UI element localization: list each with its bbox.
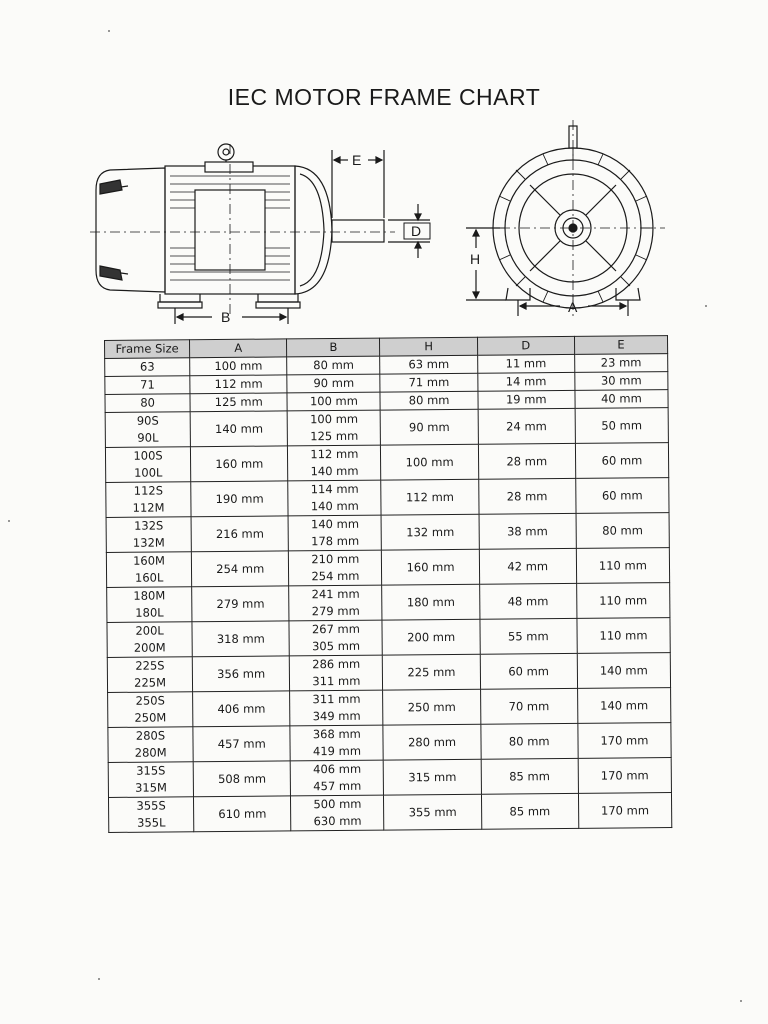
frame-size-cell-line: 280S [135,728,166,743]
b-cell-line: 100 mm [310,411,359,427]
frame-size-cell-line: 280M [134,745,167,760]
a-cell: 125 mm [190,393,287,412]
h-cell: 63 mm [380,355,477,374]
frame-size-cell-line: 250M [134,710,167,725]
header-a: A [190,339,287,358]
scan-speck [740,1000,742,1002]
e-cell: 110 mm [576,583,669,619]
frame-size-cell [105,394,190,413]
b-cell-line: 457 mm [313,778,362,794]
frame-size-cell-line: 90S [136,413,159,428]
frame-size-cell-line: 90L [137,430,159,445]
b-cell [289,620,382,656]
a-cell: 356 mm [192,656,289,692]
table-row [108,758,671,798]
frame-size-cell [105,447,190,483]
b-cell-line: 419 mm [312,743,362,759]
e-cell: 30 mm [575,372,668,391]
b-cell [290,760,383,796]
frame-size-cell-line: 225S [135,658,165,673]
e-cell: 60 mm [575,443,668,479]
frame-size-cell [107,657,192,693]
frame-size-cell-line: 160M [132,553,165,568]
header-e: E [574,336,667,355]
b-cell-line: 140 mm [310,516,360,532]
d-cell: 14 mm [477,372,574,391]
b-cell-line: 140 mm [310,498,359,514]
b-cell [290,655,383,691]
table-row [106,548,669,588]
a-cell: 160 mm [191,446,288,482]
frame-size-cell-line: 315S [136,763,166,778]
b-cell [289,585,382,621]
e-cell: 110 mm [577,618,670,654]
e-cell: 110 mm [576,548,669,584]
a-cell: 610 mm [194,796,291,832]
scan-speck [98,978,100,980]
frame-size-cell-line: 315M [134,780,167,795]
d-cell: 85 mm [481,758,578,794]
motor-drawings [0,120,768,330]
b-cell-line: 210 mm [311,551,360,567]
e-cell: 60 mm [576,478,669,514]
d-cell: 11 mm [477,354,574,373]
frame-size-cell-line: 63 [139,359,155,374]
b-cell-line: 100 mm [309,393,358,409]
e-cell: 140 mm [577,688,670,724]
frame-size-cell [105,358,190,377]
b-cell [290,690,383,726]
header-h: H [380,337,477,356]
d-cell: 38 mm [479,513,576,549]
a-cell: 406 mm [193,691,290,727]
frame-size-cell [108,762,193,798]
table-row [106,513,669,553]
b-cell-line: 630 mm [313,813,362,829]
frame-size-cell-line: 250S [135,693,165,708]
h-cell: 200 mm [382,619,479,655]
d-cell: 19 mm [478,390,575,409]
b-cell [287,392,380,411]
e-cell: 170 mm [578,793,671,829]
d-cell: 48 mm [479,583,576,619]
a-cell: 457 mm [193,726,290,762]
table-row [108,723,671,763]
b-cell [291,795,384,831]
a-cell: 140 mm [190,411,287,447]
b-cell-line: 500 mm [313,796,362,812]
b-cell-line: 241 mm [311,586,360,602]
b-cell [287,374,380,393]
a-cell: 100 mm [190,357,287,376]
h-cell: 355 mm [384,794,481,830]
a-cell: 216 mm [191,516,288,552]
b-cell-line: 349 mm [312,708,361,724]
frame-size-cell-line: 132S [133,518,164,533]
b-cell-line: 114 mm [310,481,359,497]
frame-size-cell [105,376,190,395]
b-cell-line: 140 mm [310,463,359,479]
header-b: B [287,338,380,357]
e-cell: 50 mm [575,408,668,444]
e-cell: 170 mm [578,723,671,759]
h-cell: 180 mm [382,584,479,620]
frame-size-cell [106,482,191,518]
frame-size-cell [107,622,192,658]
b-cell-line: 112 mm [310,446,359,462]
scan-speck [705,305,707,307]
frame-size-cell-line: 132M [132,535,165,550]
b-cell-line: 80 mm [313,357,355,373]
page-title: IEC MOTOR FRAME CHART [227,84,541,110]
e-cell: 140 mm [577,653,670,689]
b-cell-line: 267 mm [311,621,360,637]
e-cell: 40 mm [575,390,668,409]
b-cell-line: 90 mm [313,375,355,391]
b-cell [289,550,382,586]
d-cell: 80 mm [481,723,578,759]
d-cell: 60 mm [480,653,577,689]
frame-size-cell-line: 160L [134,570,164,585]
frame-size-cell-line: 112S [133,483,164,498]
d-cell: 28 mm [478,478,575,514]
a-cell: 279 mm [192,586,289,622]
frame-size-cell-line: 100L [133,465,163,480]
h-cell: 90 mm [381,409,478,445]
a-cell: 318 mm [192,621,289,657]
d-cell: 42 mm [479,548,576,584]
e-cell: 23 mm [574,354,667,373]
b-cell [288,445,381,481]
table-row [107,618,670,658]
frame-size-cell [108,692,193,728]
header-d: D [477,336,574,355]
frame-size-cell-line: 200L [135,623,164,638]
b-cell-line: 178 mm [311,533,360,549]
table-row [107,583,670,623]
motor-side-view-drawing [0,120,768,330]
table-row [105,443,668,483]
b-cell-line: 311 mm [312,673,361,689]
dimension-label-b: B [221,309,231,325]
h-cell: 280 mm [383,724,480,760]
scan-speck [8,520,10,522]
h-cell: 315 mm [384,759,481,795]
b-cell [288,515,381,551]
h-cell: 112 mm [381,479,478,515]
frame-size-cell [108,797,193,833]
frame-size-cell-line: 200M [133,640,166,655]
b-cell-line: 279 mm [311,603,360,619]
b-cell-line: 286 mm [312,656,361,672]
b-cell-line: 406 mm [313,761,362,777]
dimension-label-h: H [470,251,481,267]
frame-size-cell [108,727,193,763]
frame-size-cell-line: 355S [136,798,166,813]
scan-speck [108,30,110,32]
b-cell [287,356,380,375]
b-cell-line: 311 mm [312,691,361,707]
frame-size-cell [107,587,192,623]
e-cell: 170 mm [578,758,671,794]
header-frame-size: Frame Size [105,340,190,359]
h-cell: 250 mm [383,689,480,725]
table-row [108,793,671,833]
dimension-label-a: A [568,299,578,315]
h-cell: 100 mm [381,444,478,480]
d-cell: 28 mm [478,443,575,479]
b-cell [290,725,383,761]
d-cell: 55 mm [480,618,577,654]
dimension-label-d: D [411,223,422,239]
d-cell: 85 mm [481,793,578,829]
table-body [105,354,672,833]
frame-size-cell-line: 112M [132,500,165,515]
d-cell: 24 mm [478,408,575,444]
frame-size-cell-line: 355L [137,815,166,830]
frame-size-cell-line: 180L [135,605,164,620]
h-cell: 132 mm [382,514,479,550]
frame-size-table [104,335,672,833]
a-cell: 112 mm [190,375,287,394]
b-cell-line: 254 mm [311,568,360,584]
table-row [106,478,669,518]
e-cell: 80 mm [576,513,669,549]
frame-size-cell-line: 225M [134,675,167,690]
d-cell: 70 mm [480,688,577,724]
b-cell-line: 125 mm [310,428,359,444]
h-cell: 225 mm [383,654,480,690]
b-cell [288,480,381,516]
table-row [105,408,668,448]
frame-size-cell-line: 100S [133,448,163,463]
h-cell: 160 mm [382,549,479,585]
h-cell: 80 mm [380,391,477,410]
h-cell: 71 mm [380,373,477,392]
frame-size-cell [105,412,190,448]
a-cell: 508 mm [193,761,290,797]
table-row [107,653,670,693]
a-cell: 254 mm [191,551,288,587]
dimension-label-e: E [352,152,362,168]
frame-size-cell-line: 180M [133,588,166,603]
b-cell [287,410,380,446]
frame-size-cell-line: 80 [140,395,155,410]
b-cell-line: 305 mm [311,638,361,654]
frame-size-cell-line: 71 [140,377,155,392]
frame-size-cell [106,517,191,553]
table-row [108,688,671,728]
frame-size-cell [106,552,191,588]
a-cell: 190 mm [191,481,288,517]
b-cell-line: 368 mm [312,726,361,742]
